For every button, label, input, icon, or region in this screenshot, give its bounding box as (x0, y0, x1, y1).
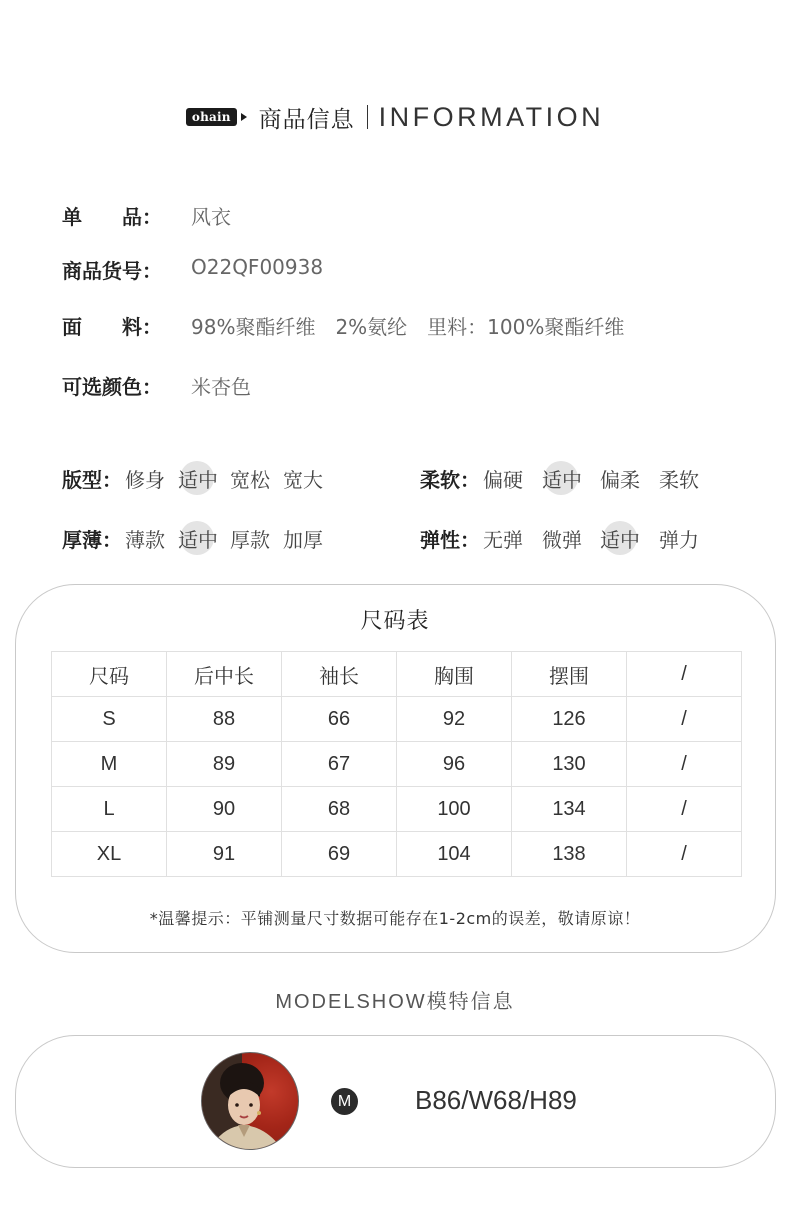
size-disclaimer: *温馨提示：平铺测量尺寸数据可能存在1-2cm的误差，敬请原谅！ (149, 909, 641, 928)
table-cell: / (627, 742, 742, 787)
table-cell: 104 (397, 832, 512, 877)
table-cell: 66 (282, 697, 397, 742)
model-section-title: MODELSHOW模特信息 (275, 991, 515, 1013)
model-portrait-icon (202, 1053, 298, 1149)
table-cell: / (627, 832, 742, 877)
table-cell: 134 (512, 787, 627, 832)
elasticity-option-selected: 适中 (600, 528, 640, 552)
table-cell: 96 (397, 742, 512, 787)
table-cell: 88 (167, 697, 282, 742)
table-header-cell: 尺码 (52, 652, 167, 697)
elasticity-option: 微弹 (542, 528, 582, 552)
size-chart-title: 尺码表 (360, 609, 430, 634)
size-table (51, 651, 742, 877)
model-panel (15, 1035, 776, 1168)
thickness-option: 薄款 (125, 528, 165, 552)
attr-label-fit: 版型： (62, 468, 122, 492)
table-header-cell: 摆围 (512, 652, 627, 697)
table-cell: L (52, 787, 167, 832)
fit-option: 宽大 (283, 468, 323, 492)
info-label-sku: 商品货号： (62, 259, 162, 283)
brand-logo: ohain (186, 108, 237, 126)
thickness-option: 厚款 (230, 528, 270, 552)
table-cell: 126 (512, 697, 627, 742)
table-cell: 68 (282, 787, 397, 832)
softness-option: 偏硬 (483, 468, 523, 492)
softness-option: 柔软 (659, 468, 699, 492)
table-cell: S (52, 697, 167, 742)
header-title-cn: 商品信息 (258, 106, 355, 133)
table-cell: 90 (167, 787, 282, 832)
table-cell: 138 (512, 832, 627, 877)
elasticity-option: 弹力 (659, 528, 699, 552)
table-row (52, 742, 742, 787)
play-arrow-icon (241, 113, 247, 121)
softness-option-selected: 适中 (542, 468, 582, 492)
table-cell: 92 (397, 697, 512, 742)
table-cell: 91 (167, 832, 282, 877)
table-cell: XL (52, 832, 167, 877)
info-label-fabric: 面 料： (62, 315, 162, 339)
table-cell: 89 (167, 742, 282, 787)
table-header-cell: / (627, 652, 742, 697)
info-label-color: 可选颜色： (62, 375, 162, 399)
model-avatar (201, 1052, 299, 1150)
fit-option: 宽松 (230, 468, 270, 492)
info-value-fabric: 98%聚酯纤维 2%氨纶 里料：100%聚酯纤维 (191, 315, 625, 339)
table-cell: / (627, 787, 742, 832)
thickness-option: 加厚 (283, 528, 323, 552)
table-row (52, 697, 742, 742)
table-cell: 130 (512, 742, 627, 787)
attr-label-softness: 柔软： (420, 468, 480, 492)
header-title-en: INFORMATION (378, 101, 605, 132)
softness-option: 偏柔 (600, 468, 640, 492)
info-value-item: 风衣 (191, 205, 231, 229)
thickness-option-selected: 适中 (178, 528, 218, 552)
info-value-sku: O22QF00938 (191, 255, 324, 279)
table-header-cell: 后中长 (167, 652, 282, 697)
table-cell: M (52, 742, 167, 787)
fit-option-selected: 适中 (178, 468, 218, 492)
table-cell: / (627, 697, 742, 742)
table-row (52, 832, 742, 877)
fit-option: 修身 (125, 468, 165, 492)
attr-label-thickness: 厚薄： (62, 528, 122, 552)
table-header-cell: 胸围 (397, 652, 512, 697)
table-cell: 69 (282, 832, 397, 877)
info-value-color: 米杏色 (191, 375, 251, 399)
table-row (52, 787, 742, 832)
elasticity-option: 无弹 (483, 528, 523, 552)
info-label-item: 单 品： (62, 205, 162, 229)
table-cell: 100 (397, 787, 512, 832)
table-header-row (52, 652, 742, 697)
table-cell: 67 (282, 742, 397, 787)
model-size-badge: M (331, 1088, 358, 1115)
attr-label-elasticity: 弹性： (420, 528, 480, 552)
table-header-cell: 袖长 (282, 652, 397, 697)
page-header (0, 100, 790, 134)
model-measurements: B86/W68/H89 (415, 1085, 577, 1115)
header-divider (367, 105, 368, 129)
